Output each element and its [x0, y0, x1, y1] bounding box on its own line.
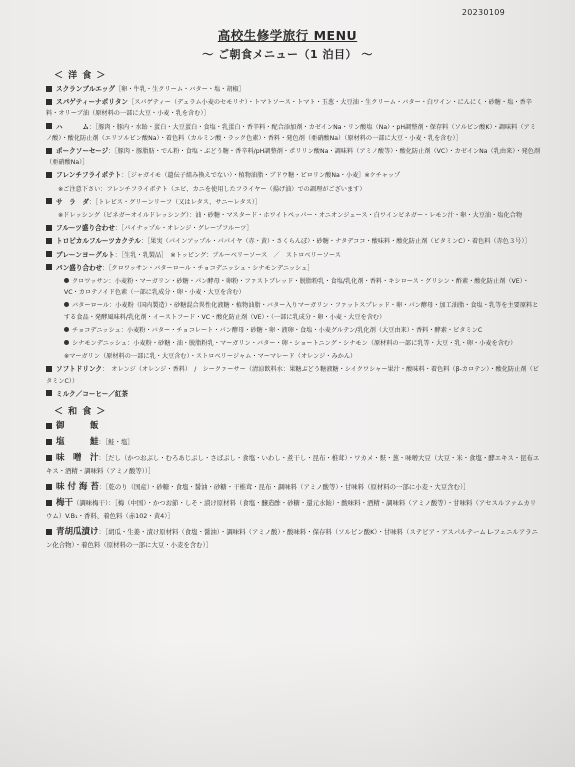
- western-list: [46, 84, 541, 400]
- japanese-heading: ＜ 和 食 ＞: [54, 407, 107, 418]
- japanese-list: [46, 420, 541, 552]
- square-bullet-icon: [46, 238, 52, 244]
- paper-shadow: [0, 640, 575, 767]
- square-bullet-icon: [46, 500, 52, 506]
- bread-item: チョコデニッシュ：小麦粉・バター・チョコレート・パン酵母・砂糖・卵・液卵・食塩・小麦グルテン/乳化剤（大豆由来）・香料・酵素・ビタミンC: [46, 325, 541, 336]
- square-bullet-icon: [46, 439, 52, 445]
- square-bullet-icon: [46, 264, 52, 270]
- menu-note: ※ドレッシング（ビネガーオイルドレッシング）：油・砂糖・マスタード・ホワイトペッパー・オニオンジュース・白ワインビネガー・レモン汁・卵・大豆油・塩化合物: [58, 212, 523, 220]
- round-bullet-icon: [64, 340, 69, 345]
- menu-item: スクランブルエッグ［卵・牛乳・生クリーム・バター・塩・胡椒］: [46, 84, 541, 95]
- menu-item: 味 付 海 苔：［乾のり（国産）・砂糖・食塩・醤油・砂糖・干椎茸・昆布・調味料（アミノ酸等）・甘味料（原材料の一部に小麦・大豆含む）］: [46, 481, 541, 494]
- round-bullet-icon: [64, 302, 69, 307]
- drink-item: ソフトドリンク： オレンジ（オレンジ・香料） / シークァーサー（清涼飲料水：果糖ぶどう糖液糖・シイクワシャー果汁・酸味料・着色料（β-カロテン）・酸化防止剤（ビタミンC））: [46, 365, 539, 385]
- menu-item: トロピカルフルーツカクテル：［果実（パインアップル・パパイヤ（赤・黄）・さくらんぼ）・砂糖・ナタデココ・酸味料・酸化防止剤（ビタミンC）・着色料（赤色３号）］: [46, 236, 541, 247]
- square-bullet-icon: [46, 390, 52, 396]
- square-bullet-icon: [46, 251, 52, 257]
- square-bullet-icon: [46, 99, 52, 105]
- menu-item: 梅干（調味梅干）：［梅（中国）・かつお節・しそ・漬け原材料（食塩・醸造酢・砂糖・還元水飴）・酸味料・酒精・調味料（アミノ酸等）・甘味料（アセスルファムカリウム）V.B₁・香料、着色料（赤102・黄4）］: [46, 498, 537, 521]
- date: 20230109: [461, 8, 505, 17]
- square-bullet-icon: [46, 225, 52, 231]
- bread-item: バターロール：小麦粉（国内製造）・砂糖混合異性化液糖・植物油脂・バター入りマーガリン・ファットスプレッド・卵・パン酵母・加工油脂・食塩・乳等を主要原料とする食品・発酵風味料/乳化剤・イーストフード・VC・酸化防止剤（VE）・（一部に乳成分・卵・小麦・大豆を含む）: [64, 302, 539, 321]
- square-bullet-icon: [46, 529, 52, 535]
- bread-item: クロワッサン：小麦粉・マーガリン・砂糖・パン酵母・卵粉・ファストブレッド・脱脂粉乳・食塩/乳化剤・香料・キシロース・グリシン・酢素・酸化防止剤（VE）・VC・カロテノイド色素（一部に乳成分・卵・小麦・大豆を含む）: [64, 278, 529, 297]
- square-bullet-icon: [46, 366, 52, 372]
- square-bullet-icon: [46, 198, 52, 204]
- menu-item: フレンチフライポテト：［ジャガイモ（遺伝子組み換えでない）・植物油脂・ブドウ糖・ピロリン酸Na・小麦］※ケチャップ: [46, 170, 541, 181]
- round-bullet-icon: [64, 278, 69, 283]
- menu-item: 御 飯: [46, 420, 541, 433]
- menu-item: サ ラ ダ：［トレビス・グリーンリーフ（又はレタス、サニーレタス）］: [46, 197, 541, 208]
- square-bullet-icon: [46, 484, 52, 490]
- menu-title: 高校生修学旅行 MENU: [217, 28, 358, 43]
- western-heading: ＜ 洋 食 ＞: [54, 71, 107, 81]
- menu-item: 味 噌 汁：［だし（かつおぶし・むろあじぶし・さばぶし・食塩・いわし・煮干し・昆布・椎茸）・ワカメ・麩・葱・味噌大豆（大豆・米・食塩・酵エキス・昆布エキス・酒精・調味料（アミノ酸等））］: [46, 453, 540, 476]
- menu-item: 塩 鮭：［鮭・塩］: [46, 436, 541, 449]
- menu-item: 青胡瓜漬け：［胡瓜・生姜・漬け原材料（食塩・醤油）・調味料（アミノ酸）・酸味料・保存料（ソルビン酸K）・甘味料（ステビア・アスパルテーム L-フェニルアラニン化合物）・着色料（原材料の一部に大豆・小麦を含む）］: [46, 527, 538, 550]
- round-bullet-icon: [64, 327, 69, 332]
- menu-content: [46, 64, 541, 555]
- square-bullet-icon: [46, 455, 52, 461]
- menu-note: ※ご注意下さい：フレンチフライポテト（エビ、カニを使用したフライヤー（揚げ油）での調理がございます）: [58, 185, 366, 193]
- square-bullet-icon: [46, 123, 52, 129]
- menu-subtitle: ～ ご朝食メニュー（1 泊目） ～: [202, 48, 373, 61]
- square-bullet-icon: [46, 148, 52, 154]
- menu-item: ポークソーセージ：［豚肉・豚脂肪・でん粉・食塩・ぶどう糖・香辛料/pH調整剤・ポリリン酸Na・調味料（アミノ酸等）・酸化防止剤（VC）・カゼインNa（乳由来）・発色剤（亜硝酸Na）］: [46, 147, 541, 167]
- bread-item: シナモンデニッシュ：小麦粉・砂糖・油・脱脂粉乳・マーガリン・バター・卵・ショートニング・シナモン（原材料の一部に乳等・大豆・乳・卵・小麦を含む）: [46, 338, 541, 349]
- margarine-note: ※マーガリン（原材料の一部に乳・大豆含む）・ストロベリージャム・マーマレード（オレンジ・みかん）: [64, 353, 357, 361]
- menu-item: スパゲティーナポリタン［スパゲティー（デュラム小麦のセモリナ）・トマトソース・トマト・玉葱・大豆油・生クリーム・バター・白ワイン・にんにく・砂糖・塩・香辛料・オリーブ油（原材料の一部に大豆・小麦・乳を含む）］: [46, 98, 532, 118]
- square-bullet-icon: [46, 86, 52, 92]
- menu-item: プレーンヨーグルト：［生乳・乳製品］ ※トッピング：ブルーベリーソース ／ ストロベリーソース: [46, 250, 541, 261]
- menu-item: パン盛り合わせ：［クロワッサン・バターロール・チョコデニッシュ・シナモンデニッシュ］: [46, 263, 541, 274]
- menu-item: フルーツ盛り合わせ：［パイナップル・オレンジ・グレープフルーツ］: [46, 223, 541, 234]
- square-bullet-icon: [46, 172, 52, 178]
- square-bullet-icon: [46, 423, 52, 429]
- drink-item: ミルク／コーヒー／紅茶: [46, 389, 541, 400]
- menu-item: ハ ム：［豚肉・豚内・水飴・蛋白・大豆蛋白・食塩・乳蛋白・香辛料・配合添加剤・カゼインNa・リン酸塩（Na）・pH調整剤・保存料（ソルビン酸K）・調味料（アミノ酸）・酸化防止剤（エリソルビン酸Na）・着色料（カルミン酸・ラック色素）・香料・発色剤（亜硝酸Na）（原材料の一部に大豆・小麦・乳を含む）］: [46, 122, 536, 142]
